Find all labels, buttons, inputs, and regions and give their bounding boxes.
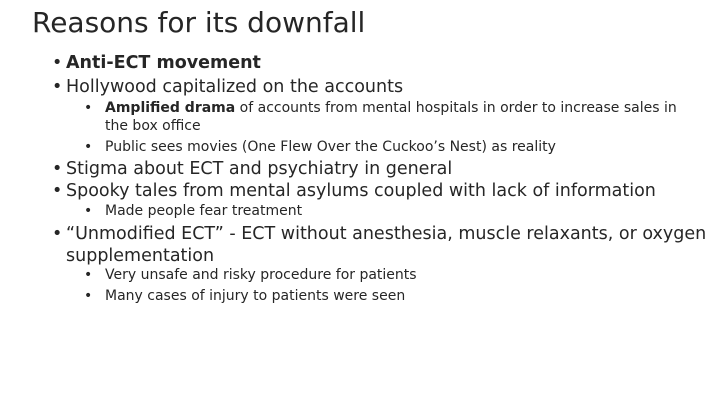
bullet-text: Hollywood capitalized on the accounts (66, 77, 404, 97)
slide-title: Reasons for its downfall (32, 6, 366, 39)
bullet-text-continued: the box office (105, 118, 201, 134)
bullet-text: “Unmodified ECT” - ECT without anesthesia, muscle relaxants, or oxygen (66, 224, 707, 244)
bullet-icon: • (84, 139, 93, 155)
subbullet-public-sees-movies (84, 138, 556, 156)
bullet-hollywood (52, 76, 403, 98)
bullet-icon: • (84, 100, 93, 116)
bullet-stigma (52, 158, 452, 180)
bullet-unmodified-ect (52, 223, 706, 267)
subbullet-amplified-drama (84, 99, 677, 135)
bullet-icon: • (52, 159, 63, 179)
bullet-icon: • (52, 181, 63, 201)
bullet-icon: • (84, 288, 93, 304)
subbullet-fear-treatment (84, 202, 302, 220)
bullet-icon: • (84, 267, 93, 283)
bullet-text: Many cases of injury to patients were seen (105, 288, 406, 304)
bullet-anti-ect (52, 52, 261, 74)
bullet-spooky-tales (52, 180, 656, 202)
bullet-text: Very unsafe and risky procedure for patients (105, 267, 417, 283)
bullet-text-continued: supplementation (66, 246, 215, 266)
bullet-text: Made people fear treatment (105, 203, 303, 219)
emphasis-text: Amplified drama (105, 100, 236, 116)
bullet-text: of accounts from mental hospitals in order to increase sales in (235, 100, 677, 116)
bullet-icon: • (52, 53, 63, 73)
bullet-icon: • (52, 77, 63, 97)
subbullet-injury-cases (84, 287, 405, 305)
bullet-icon: • (52, 224, 63, 244)
bullet-text: Anti-ECT movement (66, 53, 261, 73)
bullet-icon: • (84, 203, 93, 219)
bullet-text: Public sees movies (One Flew Over the Cuckoo’s Nest) as reality (105, 139, 556, 155)
bullet-text: Stigma about ECT and psychiatry in general (66, 159, 453, 179)
bullet-text: Spooky tales from mental asylums coupled with lack of information (66, 181, 656, 201)
subbullet-very-unsafe (84, 266, 417, 284)
